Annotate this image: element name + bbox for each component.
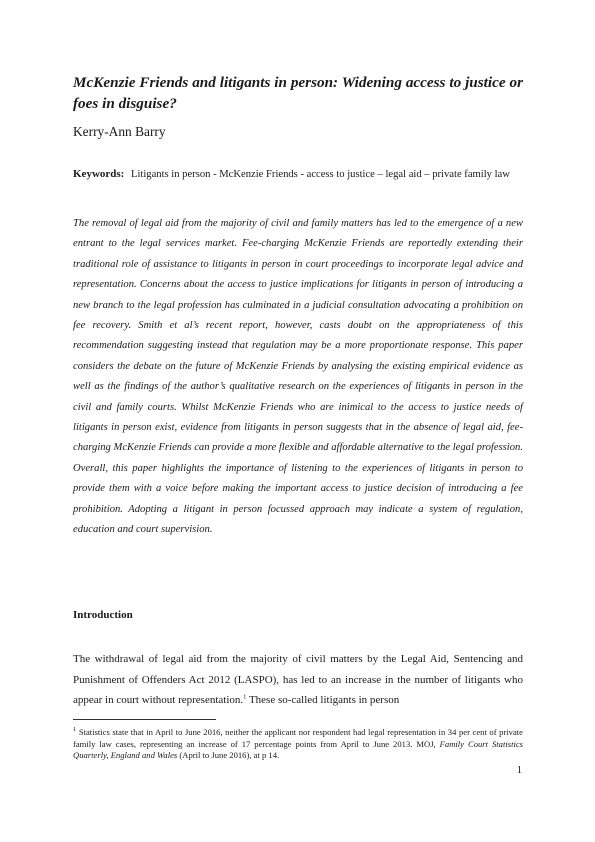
footnote-italic-title: Family Court Statistics Quarterly, England and Wales (73, 738, 524, 761)
keywords (73, 167, 523, 182)
body-text: The withdrawal of legal aid from the majority of civil matters by the Legal Aid, Sentencing and Punishment of Offenders Act 2012 (LASPO), has led to an increase in the number of litigants who appear in court without representation. (73, 653, 523, 706)
keywords-text: Litigants in person - McKenzie Friends - access to justice – legal aid – private family law (130, 169, 510, 180)
body-paragraph (73, 649, 523, 711)
body-text-continued: These so-called litigants in person (246, 694, 400, 706)
page-number: 1 (516, 765, 522, 776)
footnote-divider (73, 719, 216, 720)
footnote-reference[interactable]: 1 (243, 693, 247, 701)
author-name: Kerry-Ann Barry (73, 124, 166, 139)
footnote-text-b: (April to June 2016), at p 14. (177, 750, 280, 761)
footnote (73, 727, 523, 762)
keywords-label: Keywords: (73, 168, 125, 180)
abstract: The removal of legal aid from the majority of civil and family matters has led to the emergence of a new entrant to the legal services market. Fee-charging McKenzie Friends are reportedly extending their traditional role of assistance to litigants in person in court proceedings to incorporate legal advice and representation. Concerns about the access to justice implications for litigants in person of introducing a new branch to the legal profession has culminated in a judicial consultation advocating a prohibition on fee recovery. Smith et al’s recent report, however, casts doubt on the appropriateness of this recommendation suggesting instead that regulation may be a more proportionate response. This paper considers the debate on the future of McKenzie Friends by analysing the existing empirical evidence as well as the findings of the author’s qualitative research on the experiences of litigants in person in the civil and family courts. Whilst McKenzie Friends who are inimical to the access to justice needs of litigants in person exist, evidence from litigants in person suggests that in the absence of legal aid, fee-charging McKenzie Friends can provide a more flexible and affordable alternative to the legal profession. Overall, this paper highlights the importance of listening to the experiences of litigants in person to provide them with a voice before making the important access to justice decision of introducing a fee prohibition. Adopting a litigant in person focussed approach may indicate a system of regulation, education and court supervision. (73, 218, 523, 536)
paper-title: McKenzie Friends and litigants in person: Widening access to justice or foes in disguise? (73, 74, 523, 112)
footnote-marker: 1 (73, 726, 77, 734)
section-heading-introduction: Introduction (73, 609, 133, 621)
footnote-text-a: Statistics state that in April to June 2016, neither the applicant nor respondent had legal representation in 34 per cent of private family law cases, representing an increase of 17 percentage points from April to June 2013. MOJ, (73, 727, 523, 749)
